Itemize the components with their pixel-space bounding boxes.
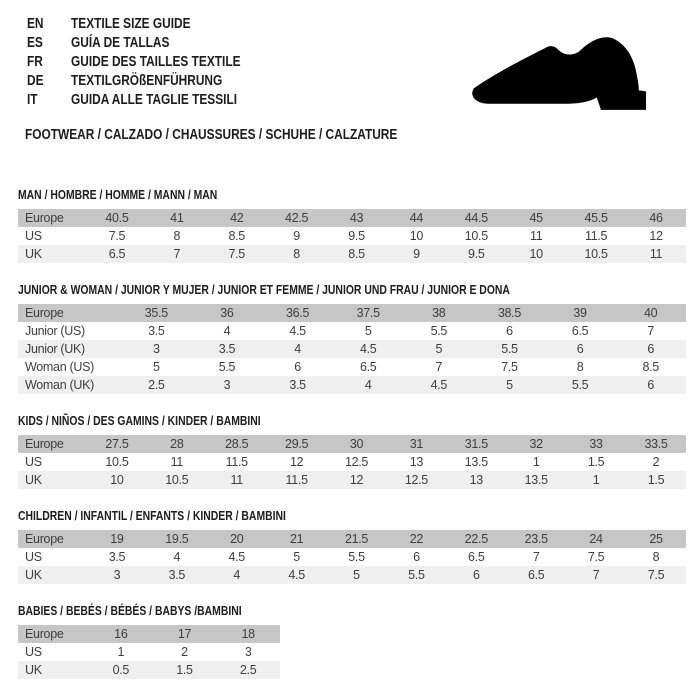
table-row	[18, 548, 686, 566]
language-code: ES	[27, 35, 43, 51]
size-cell: 10.5	[147, 471, 207, 489]
row-label: Europe	[18, 209, 87, 227]
size-cell: 10	[409, 229, 424, 243]
size-cell: 3	[192, 376, 263, 394]
size-cell: 10	[87, 471, 147, 489]
size-cell: 9	[386, 245, 446, 263]
size-table-section	[18, 413, 686, 489]
size-cell: 7.5	[108, 229, 126, 243]
size-cell: 25	[626, 530, 686, 548]
size-cell: 5.5	[386, 566, 446, 584]
table-row	[18, 625, 280, 643]
size-cell: 1.5	[626, 471, 686, 489]
size-cell: 33.5	[626, 435, 686, 453]
size-cell: 3.5	[108, 550, 126, 564]
size-cell: 43	[327, 209, 387, 227]
size-cell: 3	[121, 340, 192, 358]
size-cell: 4.5	[228, 550, 245, 564]
size-cell: 10.5	[464, 229, 488, 243]
size-cell: 4.5	[267, 566, 327, 584]
size-cell: 6.5	[506, 566, 566, 584]
size-cell: 2.5	[121, 376, 192, 394]
size-cell: 7.5	[207, 245, 267, 263]
size-cell: 46	[626, 209, 686, 227]
size-cell: 8	[652, 550, 660, 564]
size-cell: 8	[173, 229, 181, 243]
size-cell: 3.5	[147, 566, 207, 584]
size-cell: 36	[192, 304, 263, 322]
category-title: FOOTWEAR / CALZADO / CHAUSSURES / SCHUHE / CALZATURE	[25, 127, 398, 143]
size-cell: 5	[152, 360, 160, 374]
size-cell: 6.5	[571, 324, 589, 338]
size-cell: 31	[386, 435, 446, 453]
size-cell: 1.5	[587, 455, 605, 469]
size-table	[18, 435, 686, 489]
table-row	[18, 245, 686, 263]
size-cell: 5	[474, 376, 545, 394]
size-cell: 10.5	[566, 245, 626, 263]
language-label: GUÍA DE TALLAS	[71, 35, 170, 51]
size-cell: 8	[267, 245, 327, 263]
size-cell: 24	[566, 530, 626, 548]
row-label: Europe	[18, 625, 89, 643]
size-cell: 1	[117, 645, 125, 659]
size-cell: 13	[409, 455, 424, 469]
size-cell: 5.5	[474, 340, 545, 358]
size-cell: 3	[87, 566, 147, 584]
row-label: UK	[18, 245, 87, 263]
size-cell: 41	[147, 209, 207, 227]
size-cell: 45.5	[566, 209, 626, 227]
size-cell: 13.5	[506, 471, 566, 489]
row-label: US	[25, 550, 42, 564]
size-cell: 42	[207, 209, 267, 227]
size-cell: 10.5	[105, 455, 129, 469]
table-row	[18, 643, 280, 661]
size-cell: 4.5	[333, 340, 404, 358]
size-cell: 39	[545, 304, 616, 322]
table-row	[18, 227, 686, 245]
row-label: US	[25, 645, 42, 659]
size-cell: 27.5	[87, 435, 147, 453]
row-label: UK	[18, 471, 87, 489]
size-table-section	[18, 603, 686, 679]
size-cell: 5	[364, 324, 372, 338]
size-cell: 3.5	[148, 324, 165, 338]
size-cell: 23.5	[506, 530, 566, 548]
size-cell: 3.5	[192, 340, 263, 358]
size-table	[18, 530, 686, 584]
size-cell: 29.5	[267, 435, 327, 453]
row-label: Europe	[18, 530, 87, 548]
size-cell: 8.5	[642, 360, 659, 374]
size-cell: 9.5	[348, 229, 365, 243]
language-row	[0, 15, 700, 34]
size-cell: 7.5	[501, 360, 518, 374]
size-cell: 7	[532, 550, 540, 564]
size-cell: 7	[435, 360, 443, 374]
size-cell: 4	[173, 550, 181, 564]
size-table-section	[18, 187, 686, 263]
size-cell: 19.5	[147, 530, 207, 548]
language-label: GUIDE DES TAILLES TEXTILE	[71, 54, 241, 70]
table-title: KIDS / NIÑOS / DES GAMINS / KINDER / BAMBINI	[18, 413, 261, 428]
size-cell: 31.5	[446, 435, 506, 453]
size-cell: 6.5	[468, 550, 485, 564]
size-cell: 20	[207, 530, 267, 548]
size-cell: 45	[506, 209, 566, 227]
size-cell: 44	[386, 209, 446, 227]
table-title: BABIES / BEBÉS / BÉBÉS / BABYS /BAMBINI	[18, 603, 242, 618]
size-cell: 44.5	[446, 209, 506, 227]
row-label: US	[25, 229, 42, 243]
size-cell: 7	[566, 566, 626, 584]
language-code: DE	[27, 73, 44, 89]
table-row	[18, 435, 686, 453]
size-cell: 37.5	[333, 304, 404, 322]
size-cell: 4.5	[404, 376, 475, 394]
size-cell: 13.5	[464, 455, 488, 469]
size-cell: 6	[413, 550, 420, 564]
size-cell: 12.5	[386, 471, 446, 489]
table-row	[18, 358, 686, 376]
size-cell: 5	[293, 550, 300, 564]
size-cell: 13	[446, 471, 506, 489]
table-row	[18, 566, 686, 584]
table-title: CHILDREN / INFANTIL / ENFANTS / KINDER / BAMBINI	[18, 508, 286, 523]
table-row	[18, 322, 686, 340]
size-cell: 2.5	[216, 661, 280, 679]
size-cell: 12	[327, 471, 387, 489]
size-cell: 7	[147, 245, 207, 263]
size-cell: 40.5	[87, 209, 147, 227]
size-cell: 8	[576, 360, 584, 374]
table-title: JUNIOR & WOMAN / JUNIOR Y MUJER / JUNIOR ET FEMME / JUNIOR UND FRAU / JUNIOR E DONA	[18, 282, 510, 297]
size-cell: 28	[147, 435, 207, 453]
size-cell: 1	[566, 471, 626, 489]
size-cell: 30	[327, 435, 387, 453]
size-cell: 40	[615, 304, 686, 322]
size-cell: 6.5	[359, 360, 377, 374]
size-cell: 17	[153, 625, 217, 643]
size-cell: 7	[647, 324, 655, 338]
language-code: IT	[27, 92, 38, 108]
size-cell: 11.5	[584, 229, 608, 243]
size-cell: 5.5	[430, 324, 448, 338]
size-cell: 12	[289, 455, 304, 469]
size-cell: 22.5	[446, 530, 506, 548]
row-label: Europe	[18, 304, 121, 322]
size-cell: 35.5	[121, 304, 192, 322]
size-cell: 4	[207, 566, 267, 584]
size-cell: 5.5	[218, 360, 236, 374]
size-cell: 12.5	[344, 455, 369, 469]
size-cell: 6	[506, 324, 513, 338]
row-label: UK	[18, 566, 87, 584]
size-cell: 38.5	[474, 304, 545, 322]
size-cell: 9	[293, 229, 300, 243]
size-cell: 21.5	[327, 530, 387, 548]
size-cell: 36.5	[262, 304, 333, 322]
table-title: MAN / HOMBRE / HOMME / MANN / MAN	[18, 187, 218, 202]
row-label: Woman (UK)	[18, 376, 121, 394]
table-row	[18, 340, 686, 358]
size-cell: 10	[506, 245, 566, 263]
row-label: Woman (US)	[25, 360, 95, 374]
row-label: Europe	[18, 435, 87, 453]
size-cell: 11.5	[267, 471, 327, 489]
size-cell: 3	[244, 645, 252, 659]
size-cell: 6	[615, 376, 686, 394]
dress-shoe-icon	[462, 34, 664, 116]
language-label: TEXTILE SIZE GUIDE	[71, 16, 191, 32]
size-cell: 4	[223, 324, 231, 338]
size-table	[18, 625, 280, 679]
size-cell: 8.5	[228, 229, 245, 243]
size-tables	[18, 187, 686, 679]
size-cell: 33	[566, 435, 626, 453]
size-cell: 6	[545, 340, 616, 358]
size-cell: 11	[529, 229, 543, 243]
size-cell: 2	[652, 455, 660, 469]
size-table	[18, 304, 686, 394]
size-cell: 4	[333, 376, 404, 394]
size-cell: 5.5	[545, 376, 616, 394]
size-cell: 5	[327, 566, 387, 584]
table-row	[18, 661, 280, 679]
table-row	[18, 471, 686, 489]
language-label: GUIDA ALLE TAGLIE TESSILI	[71, 92, 238, 108]
size-cell: 2	[181, 645, 188, 659]
language-code: FR	[27, 54, 43, 70]
size-cell: 32	[506, 435, 566, 453]
table-row	[18, 209, 686, 227]
size-cell: 6	[294, 360, 301, 374]
size-cell: 19	[87, 530, 147, 548]
size-cell: 3.5	[262, 376, 333, 394]
size-cell: 28.5	[207, 435, 267, 453]
row-label: UK	[18, 661, 89, 679]
size-cell: 18	[216, 625, 280, 643]
size-table	[18, 209, 686, 263]
table-row	[18, 530, 686, 548]
language-label: TEXTILGRÖßENFÜHRUNG	[71, 73, 223, 89]
size-cell: 42.5	[267, 209, 327, 227]
size-cell: 0.5	[89, 661, 153, 679]
table-row	[18, 376, 686, 394]
size-cell: 11	[170, 455, 184, 469]
size-cell: 4.5	[289, 324, 306, 338]
size-cell: 22	[386, 530, 446, 548]
table-row	[18, 304, 686, 322]
size-cell: 6	[446, 566, 506, 584]
row-label: Junior (UK)	[18, 340, 121, 358]
size-table-section	[18, 282, 686, 394]
size-cell: 1	[532, 455, 540, 469]
size-cell: 1.5	[153, 661, 217, 679]
size-cell: 11	[207, 471, 267, 489]
size-cell: 11.5	[225, 455, 248, 469]
size-cell: 9.5	[446, 245, 506, 263]
size-cell: 4	[262, 340, 333, 358]
size-cell: 5	[404, 340, 475, 358]
size-cell: 12	[649, 229, 663, 243]
size-cell: 7.5	[587, 550, 605, 564]
size-cell: 6	[615, 340, 686, 358]
size-cell: 16	[89, 625, 153, 643]
size-cell: 8.5	[327, 245, 387, 263]
size-cell: 11	[626, 245, 686, 263]
size-cell: 38	[404, 304, 475, 322]
size-cell: 7.5	[626, 566, 686, 584]
row-label: US	[25, 455, 42, 469]
row-label: Junior (US)	[25, 324, 85, 338]
size-cell: 21	[267, 530, 327, 548]
table-row	[18, 453, 686, 471]
size-cell: 6.5	[87, 245, 147, 263]
language-code: EN	[27, 16, 44, 32]
size-table-section	[18, 508, 686, 584]
size-cell: 5.5	[348, 550, 365, 564]
